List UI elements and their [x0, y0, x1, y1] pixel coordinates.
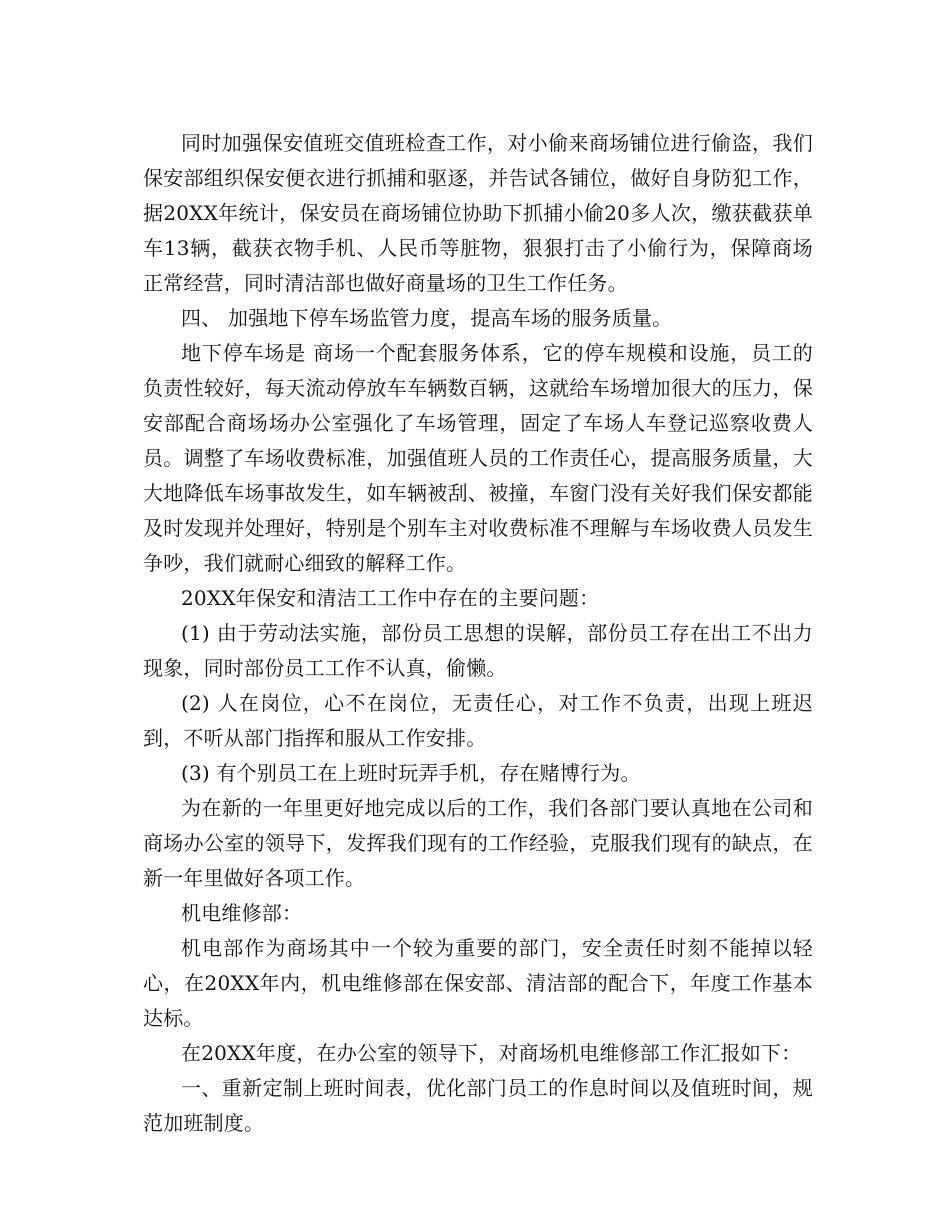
- paragraph-mechanical-intro: 机电部作为商场其中一个较为重要的部门，安全责任时刻不能掉以轻心，在20XX年内，机电维修部在保安部、清洁部的配合下，年度工作基本达标。: [143, 936, 813, 1030]
- list-item-problem-3: (3) 有个别员工在上班时玩弄手机，存在赌博行为。: [181, 761, 641, 785]
- heading-parking-supervision: 四、 加强地下停车场监管力度，提高车场的服务质量。: [181, 306, 673, 330]
- paragraph-report-intro: 在20XX年度，在办公室的领导下，对商场机电维修部工作汇报如下：: [181, 1041, 802, 1065]
- heading-mechanical-electrical: 机电维修部：: [181, 901, 303, 925]
- list-item-problem-2: (2) 人在岗位，心不在岗位，无责任心，对工作不负责，出现上班迟到，不听从部门指挥和服从工作安排。: [143, 691, 813, 750]
- paragraph-security-patrol: 同时加强保安值班交值班检查工作，对小偷来商场铺位进行偷盗，我们保安部组织保安便衣进行抓捕和驱逐，并告试各铺位，做好自身防犯工作，据20XX年统计，保安员在商场铺位协助下抓捕小偷20多人次，缴获截获单车13辆，截获衣物手机、人民币等脏物，狠狠打击了小偷行为，保障商场正常经营，同时清洁部也做好商量场的卫生工作任务。: [143, 131, 813, 295]
- paragraph-new-year-plan: 为在新的一年里更好地完成以后的工作，我们各部门要认真地在公司和商场办公室的领导下，发挥我们现有的工作经验，克服我们现有的缺点，在新一年里做好各项工作。: [143, 796, 813, 890]
- document-page: [143, 126, 813, 1141]
- list-item-problem-1: (1) 由于劳动法实施，部份员工思想的误解，部份员工存在出工不出力现象，同时部份员工工作不认真，偷懒。: [143, 621, 813, 680]
- paragraph-main-problems: 20XX年保安和清洁工工作中存在的主要问题：: [181, 586, 600, 610]
- paragraph-schedule: 一、重新定制上班时间表，优化部门员工的作息时间以及值班时间，规范加班制度。: [143, 1076, 813, 1135]
- paragraph-parking-lot: 地下停车场是 商场一个配套服务体系，它的停车规模和设施，员工的负责性较好，每天流动停放车车辆数百辆，这就给车场增加很大的压力，保安部配合商场场办公室强化了车场管理，固定了车场人车登记巡察收费人员。调整了车场收费标准，加强值班人员的工作责任心，提高服务质量，大大地降低车场事故发生，如车辆被刮、被撞，车窗门没有关好我们保安都能及时发现并处理好，特别是个别车主对收费标准不理解与车场收费人员发生争吵，我们就耐心细致的解释工作。: [143, 341, 813, 575]
